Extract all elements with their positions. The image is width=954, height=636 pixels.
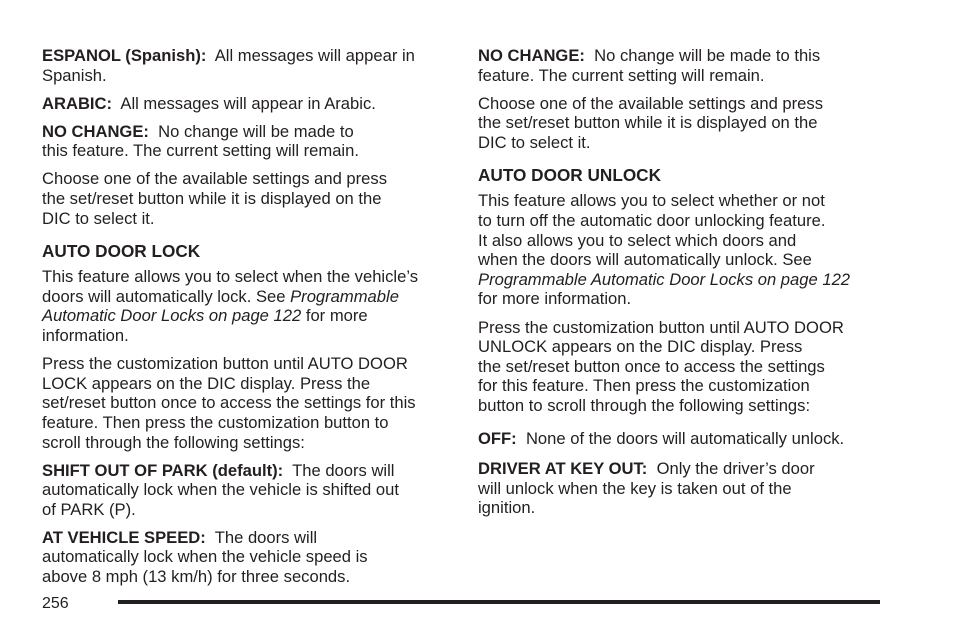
at-vehicle-speed-line-3: above 8 mph (13 km/h) for three seconds. <box>42 567 351 587</box>
shift-out-of-park-line-1: The doors will <box>292 460 395 480</box>
lock-intro-reference-1: Programmable <box>290 286 399 306</box>
shift-out-of-park-setting <box>42 461 454 520</box>
off-setting <box>478 429 888 449</box>
arabic-setting <box>42 94 454 114</box>
at-vehicle-speed-line-2: automatically lock when the vehicle speed is <box>42 547 368 567</box>
espanol-term: ESPANOL (Spanish): <box>42 46 207 65</box>
shift-out-of-park-line-2: automatically lock when the vehicle is shifted out <box>42 480 399 500</box>
at-vehicle-speed-line-1: The doors will <box>214 527 318 547</box>
right-column <box>478 46 888 526</box>
auto-door-unlock-intro <box>478 191 888 309</box>
unlock-press-line-2: UNLOCK appears on the DIC display. Press <box>478 337 803 357</box>
no-change-text-right-2: feature. The current setting will remain. <box>478 65 765 85</box>
footer-rule <box>118 600 880 604</box>
unlock-intro-line-1: This feature allows you to select whether or not <box>478 191 825 211</box>
no-change-term-right: NO CHANGE: <box>478 46 585 65</box>
no-change-text-right-1: No change will be made to this <box>594 46 821 65</box>
at-vehicle-speed-setting <box>42 528 454 587</box>
espanol-setting <box>42 46 454 85</box>
unlock-intro-reference: Programmable Automatic Door Locks on page 122 <box>478 269 851 289</box>
off-term: OFF: <box>478 428 517 448</box>
auto-door-lock-press <box>42 354 454 452</box>
arabic-text: All messages will appear in Arabic. <box>120 93 376 113</box>
driver-at-key-out-line-1: Only the driver’s door <box>656 459 815 479</box>
unlock-intro-line-4: when the doors will automatically unlock. See <box>478 250 812 270</box>
no-change-text-left-1: No change will be made to <box>158 121 354 141</box>
lock-intro-line-2: doors will automatically lock. See <box>42 286 286 306</box>
auto-door-unlock-press <box>478 318 888 416</box>
unlock-intro-line-3: It also allows you to select which doors and <box>478 230 797 250</box>
auto-door-unlock-heading: AUTO DOOR UNLOCK <box>478 165 662 186</box>
unlock-press-line-1: Press the customization button until AUTO DOOR <box>478 317 844 337</box>
no-change-setting-right <box>478 46 888 85</box>
unlock-intro-line-6: for more information. <box>478 289 632 309</box>
choose-left-line-2: the set/reset button while it is displayed on the <box>42 189 382 209</box>
lock-intro-reference-2: Automatic Door Locks on page 122 <box>42 306 302 326</box>
lock-intro-line-1: This feature allows you to select when the vehicle’s <box>42 267 419 287</box>
lock-press-line-1: Press the customization button until AUTO DOOR <box>42 354 408 374</box>
choose-paragraph-right <box>478 94 888 153</box>
shift-out-of-park-term: SHIFT OUT OF PARK (default): <box>42 460 284 480</box>
choose-right-line-1: Choose one of the available settings and press <box>478 93 824 113</box>
choose-paragraph-left <box>42 169 454 228</box>
lock-intro-line-3: for more <box>305 306 368 326</box>
page-number: 256 <box>42 595 69 612</box>
lock-intro-line-4: information. <box>42 326 129 346</box>
no-change-term-left: NO CHANGE: <box>42 121 149 141</box>
auto-door-lock-intro <box>42 267 454 345</box>
auto-door-lock-heading: AUTO DOOR LOCK <box>42 241 201 262</box>
choose-left-line-3: DIC to select it. <box>42 208 155 228</box>
choose-right-line-2: the set/reset button while it is displayed on the <box>478 113 818 133</box>
unlock-press-line-4: for this feature. Then press the customization <box>478 376 810 396</box>
left-column <box>42 46 454 595</box>
driver-at-key-out-setting <box>478 459 888 518</box>
driver-at-key-out-line-2: will unlock when the key is taken out of the <box>478 478 792 498</box>
off-text: None of the doors will automatically unlock. <box>525 428 845 448</box>
shift-out-of-park-line-3: of PARK (P). <box>42 499 136 519</box>
lock-press-line-5: scroll through the following settings: <box>42 432 305 452</box>
lock-press-line-4: feature. Then press the customization button to <box>42 412 389 432</box>
lock-press-line-2: LOCK appears on the DIC display. Press the <box>42 373 371 393</box>
unlock-press-line-3: the set/reset button once to access the settings <box>478 356 825 376</box>
espanol-text: All messages will appear in Spanish. <box>42 46 415 85</box>
choose-left-line-1: Choose one of the available settings and press <box>42 169 388 189</box>
choose-right-line-3: DIC to select it. <box>478 132 591 152</box>
no-change-setting-left <box>42 122 454 161</box>
arabic-term: ARABIC: <box>42 93 113 113</box>
driver-at-key-out-line-3: ignition. <box>478 498 536 518</box>
unlock-press-line-5: button to scroll through the following settings: <box>478 395 811 415</box>
unlock-intro-line-2: to turn off the automatic door unlocking feature. <box>478 211 826 231</box>
driver-at-key-out-term: DRIVER AT KEY OUT: <box>478 459 648 479</box>
at-vehicle-speed-term: AT VEHICLE SPEED: <box>42 527 206 547</box>
no-change-text-left-2: this feature. The current setting will remain. <box>42 141 359 161</box>
lock-press-line-3: set/reset button once to access the settings for this <box>42 393 416 413</box>
